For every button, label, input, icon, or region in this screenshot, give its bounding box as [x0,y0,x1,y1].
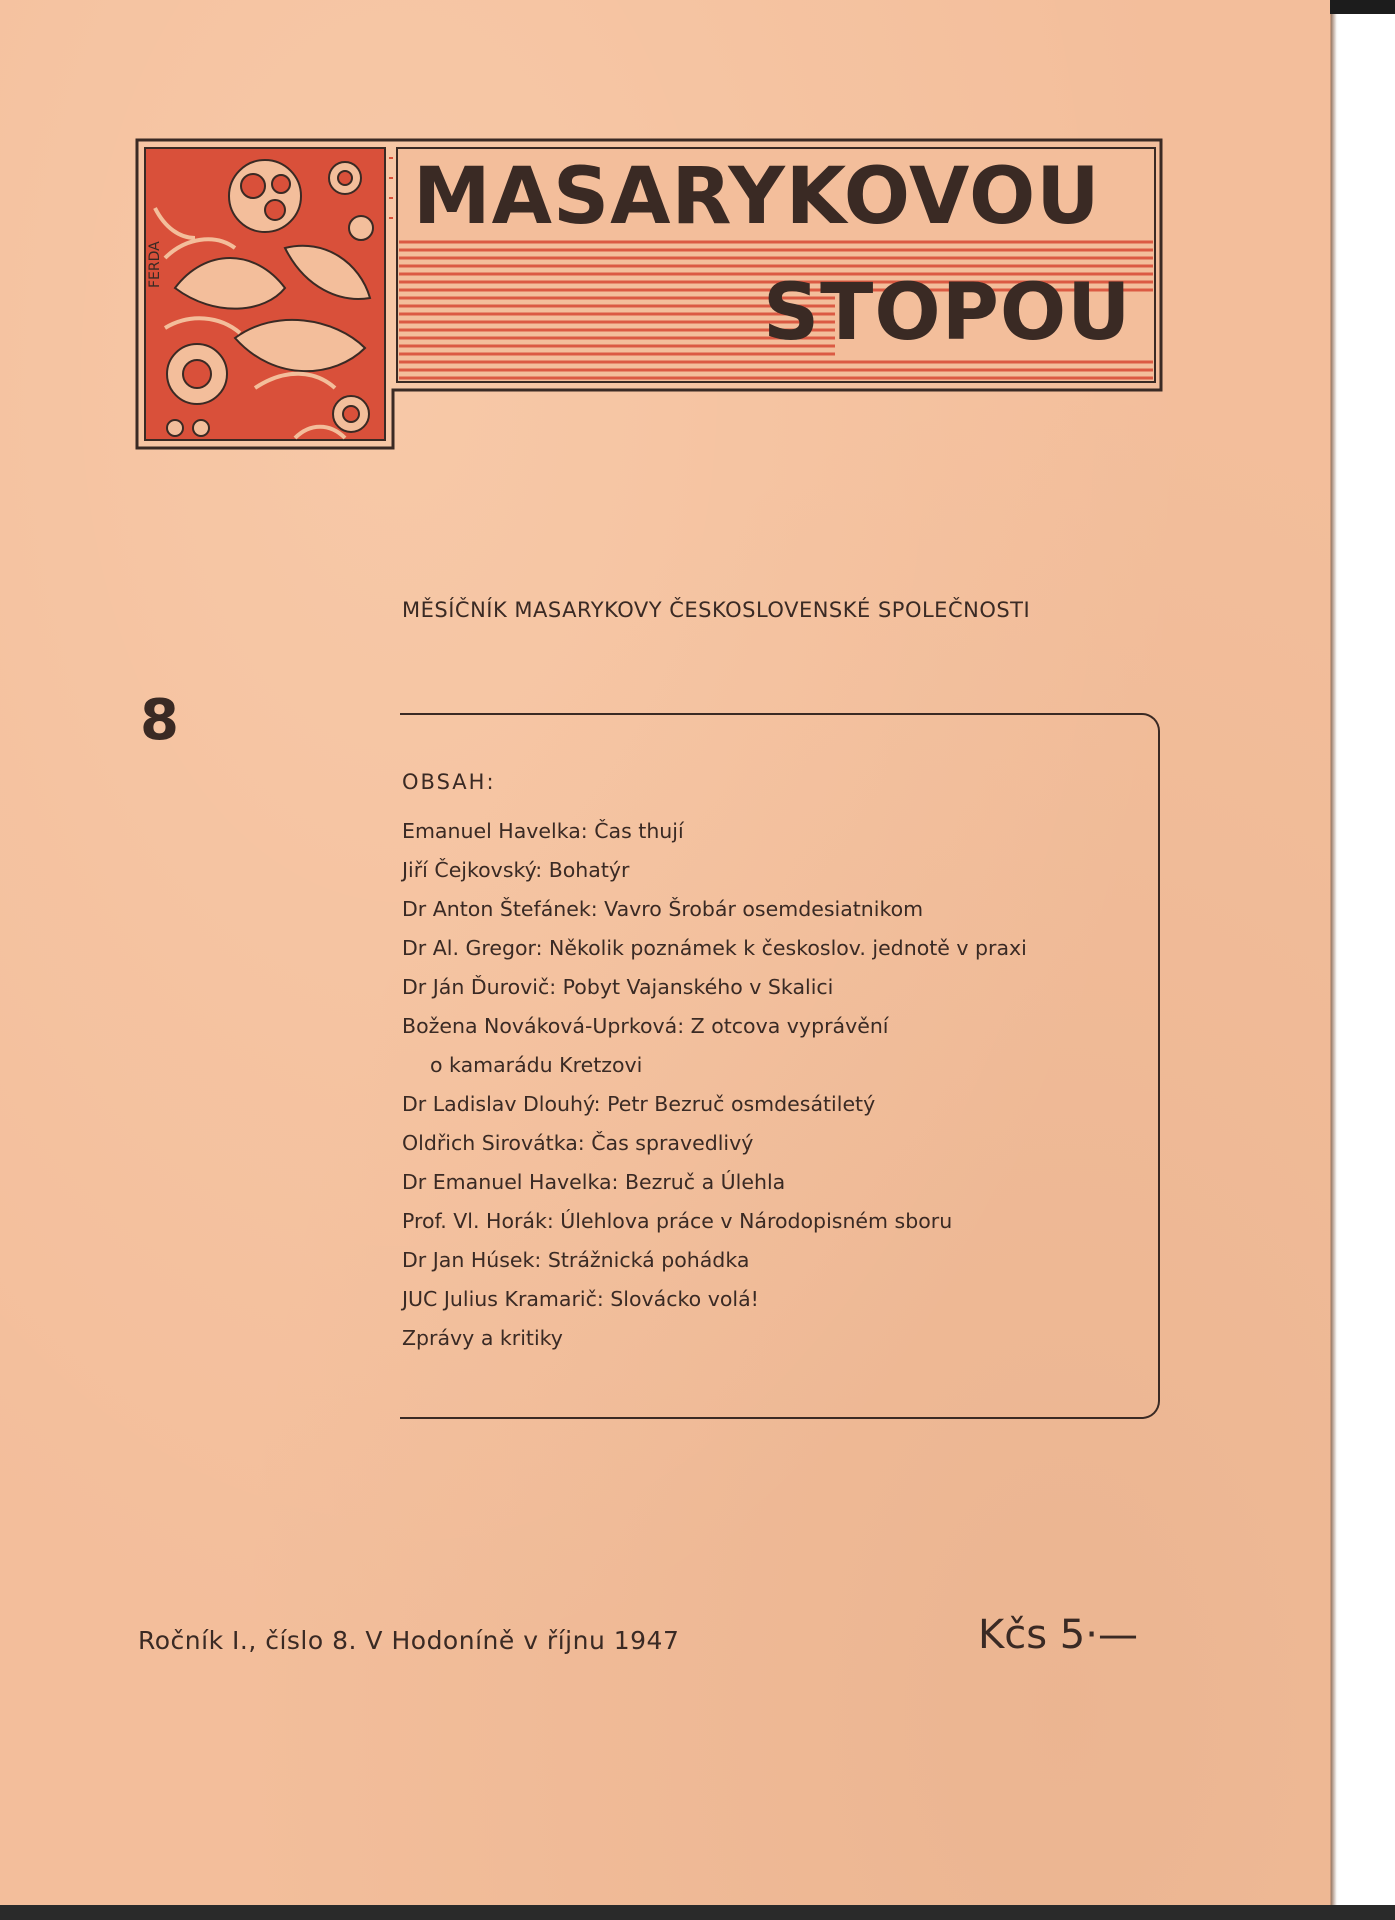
contents-item: JUC Julius Kramarič: Slovácko volá! [402,1287,759,1311]
contents-item: Prof. Vl. Horák: Úlehlova práce v Národopisném sboru [402,1209,953,1233]
masthead [135,138,1163,450]
title-line-1: MASARYKOVOU [413,152,1101,242]
scan-border-top [1330,0,1395,14]
issue-number: 8 [140,688,179,753]
contents-list [402,812,1142,1358]
ornament-signature: FERDA [147,241,163,288]
contents-item: Dr Emanuel Havelka: Bezruč a Úlehla [402,1170,786,1194]
subtitle: MĚSÍČNÍK MASARYKOVY ČESKOSLOVENSKÉ SPOLEČNOSTI [402,598,1031,622]
title-line-2: STOPOU [763,268,1132,358]
page-edge-shadow [1331,14,1337,1905]
contents-item: Dr Ladislav Dlouhý: Petr Bezruč osmdesátiletý [402,1092,876,1116]
edition-info: Ročník I., číslo 8. V Hodoníně v říjnu 1947 [138,1626,680,1655]
contents-item: Emanuel Havelka: Čas thují [402,819,684,843]
contents-item: Oldřich Sirovátka: Čas spravedlivý [402,1131,754,1155]
contents-item: Dr Jan Húsek: Strážnická pohádka [402,1248,750,1272]
contents-item: Dr Al. Gregor: Několik poznámek k českoslov. jednotě v praxi [402,936,1027,960]
contents-item: Dr Ján Ďurovič: Pobyt Vajanského v Skalici [402,975,834,999]
contents-item: Dr Anton Štefánek: Vavro Šrobár osemdesiatnikom [402,897,924,921]
contents-item: Jiří Čejkovský: Bohatýr [402,858,630,882]
contents-heading: OBSAH: [402,770,496,794]
contents-item-continuation: o kamarádu Kretzovi [430,1053,643,1077]
contents-item: Zprávy a kritiky [402,1326,563,1350]
contents-item: Božena Nováková-Uprková: Z otcova vyprávění o kamarádu Kretzovi [402,1007,1142,1085]
scan-border-bottom [0,1905,1395,1920]
price: Kčs 5·— [978,1612,1138,1658]
